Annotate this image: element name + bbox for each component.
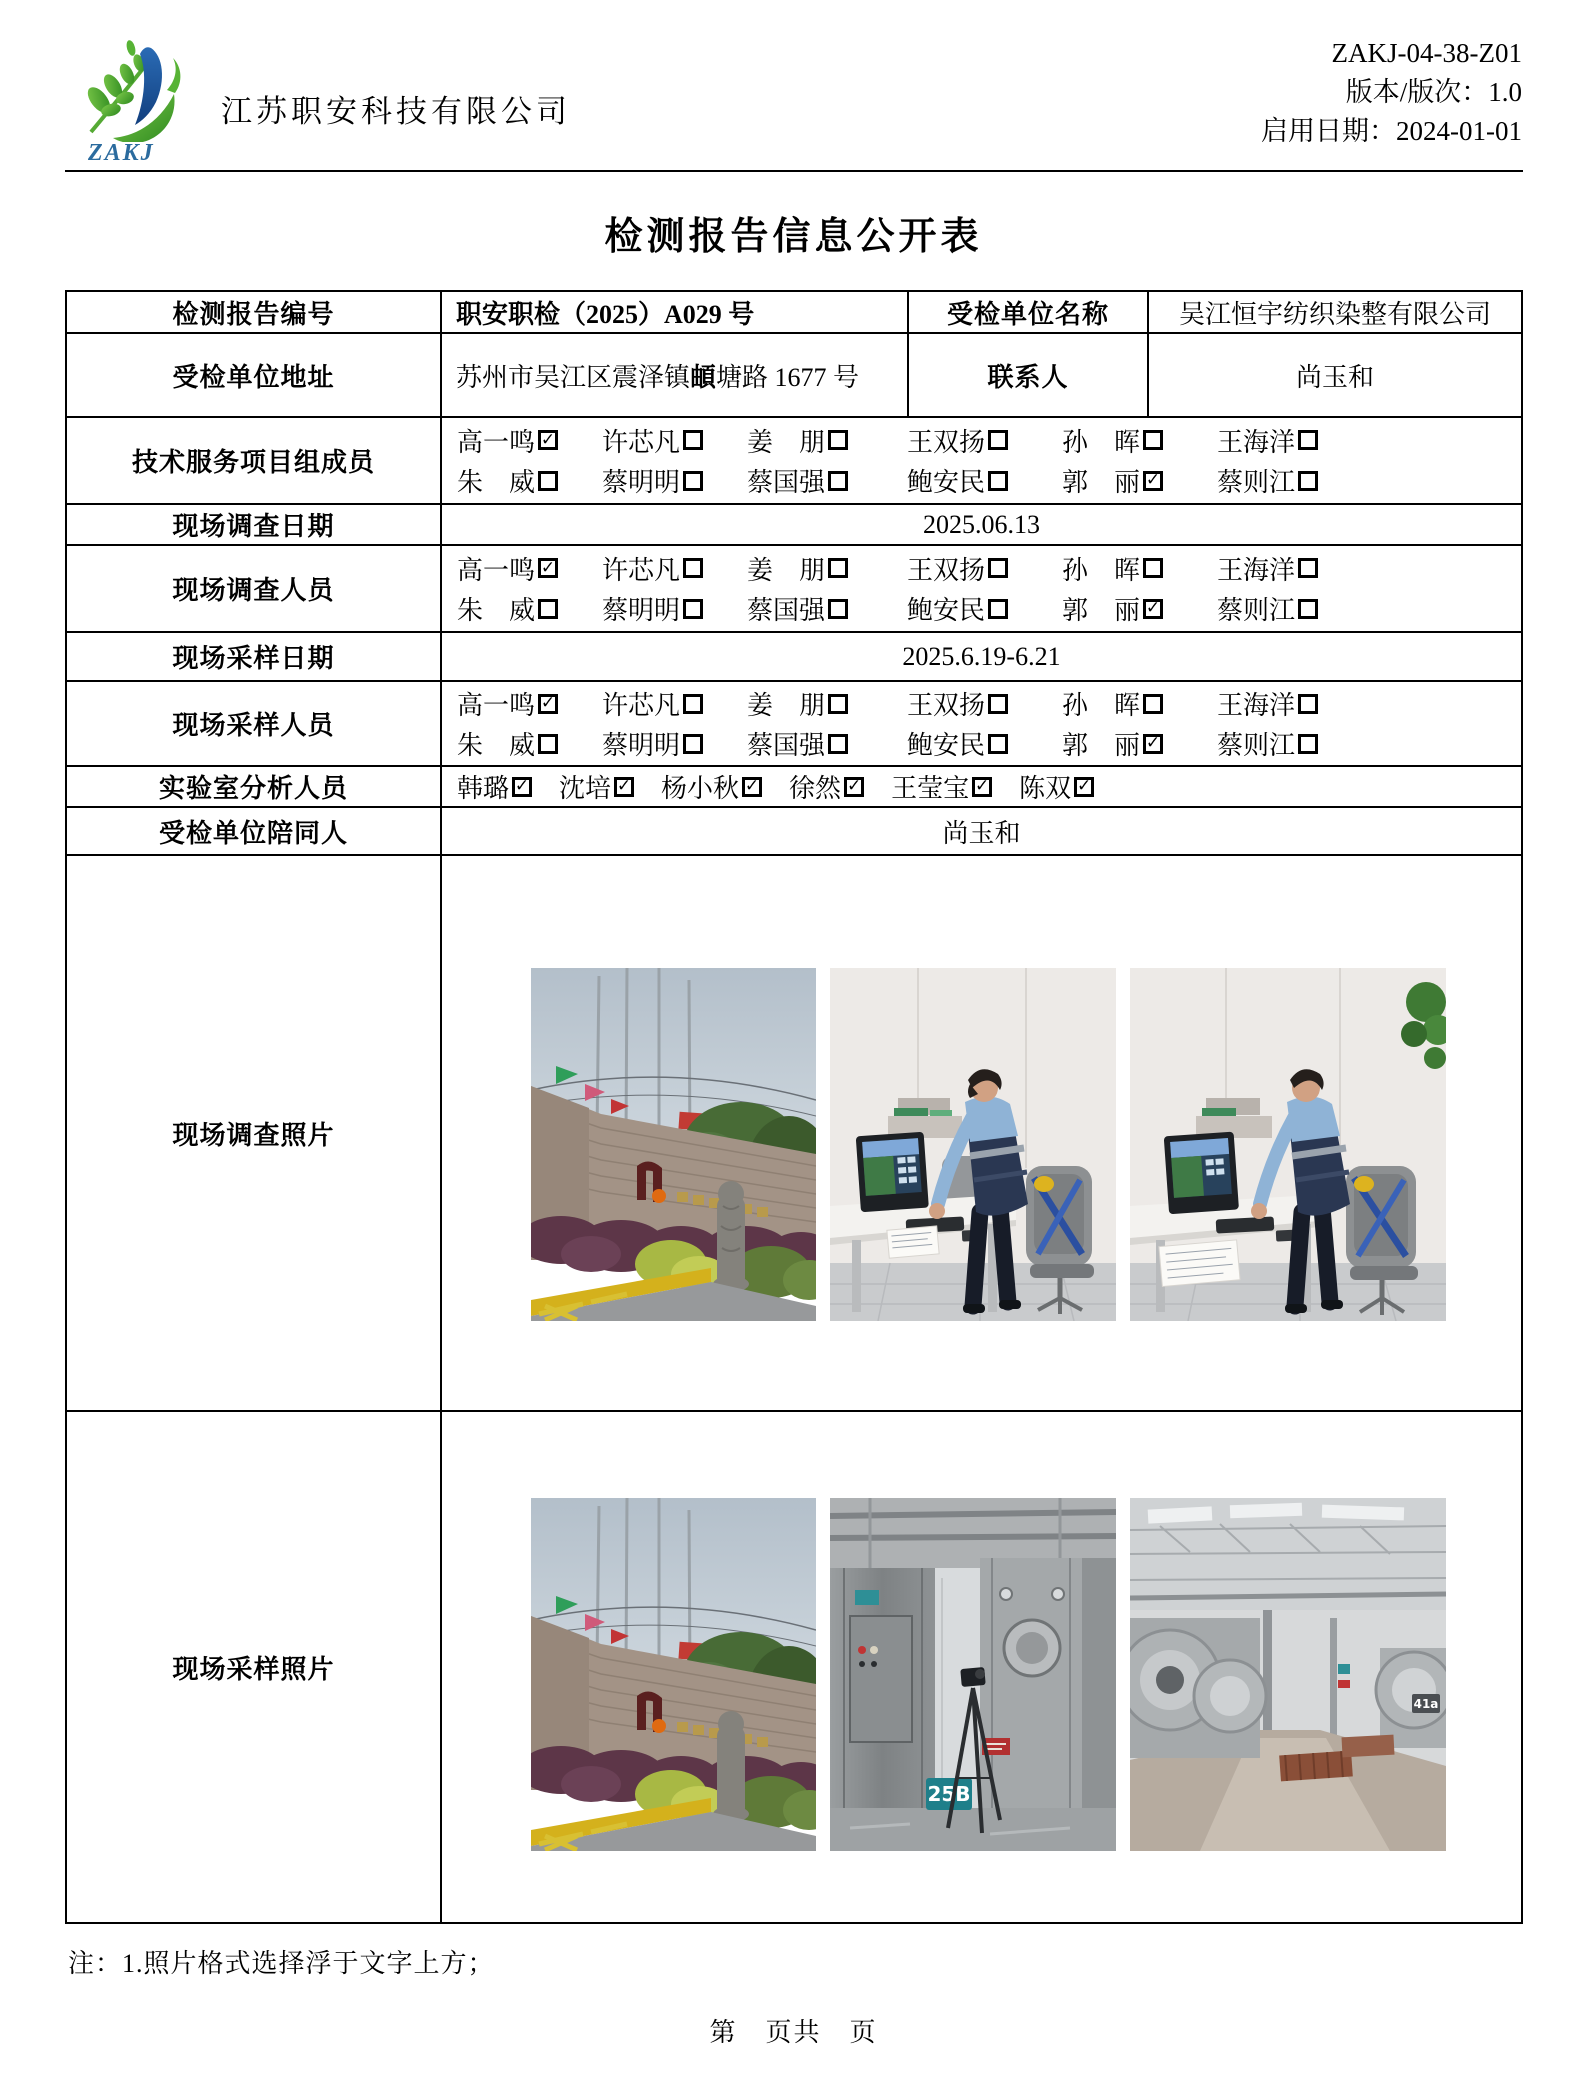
checkbox[interactable] xyxy=(828,558,848,578)
checkbox[interactable]: ✓ xyxy=(1143,599,1163,619)
member: 朱 威 xyxy=(457,590,602,627)
report-no-value: 职安职检（2025）A029 号 xyxy=(442,292,909,332)
table-row-sampling-date xyxy=(67,633,1521,682)
doc-enable-date-line: 启用日期：2024-01-01 xyxy=(1261,116,1522,146)
lab-staff-members xyxy=(442,767,1521,806)
checkbox[interactable] xyxy=(988,471,1008,491)
checkbox[interactable]: ✓ xyxy=(972,777,992,797)
survey-staff-members xyxy=(442,546,1521,631)
sampling-photo-label: 现场采样照片 xyxy=(67,1412,442,1922)
survey-photo-label: 现场调查照片 xyxy=(67,856,442,1410)
company-name: 江苏职安科技有限公司 xyxy=(221,94,571,129)
photo-office-record-check-1 xyxy=(830,968,1116,1321)
table-row-address xyxy=(67,334,1521,418)
table-row-report-no xyxy=(67,292,1521,334)
checkbox[interactable]: ✓ xyxy=(1143,471,1163,491)
company-logo-icon xyxy=(83,36,183,142)
checkbox[interactable] xyxy=(538,599,558,619)
page-title: 检测报告信息公开表 xyxy=(604,216,983,258)
checkbox[interactable]: ✓ xyxy=(1074,777,1094,797)
checkbox[interactable] xyxy=(683,694,703,714)
doc-code: ZAKJ-04-38-Z01 xyxy=(1331,38,1522,68)
checkbox[interactable]: ✓ xyxy=(538,694,558,714)
member: 郭 丽 ✓ xyxy=(1062,590,1217,627)
member: 朱 威 xyxy=(457,462,602,499)
checkbox[interactable]: ✓ xyxy=(1143,734,1163,754)
member: 孙 晖 xyxy=(1062,550,1217,587)
member: 姜 朋 xyxy=(747,685,907,722)
member: 蔡国强 xyxy=(747,590,907,627)
member: 朱 威 xyxy=(457,725,602,762)
workshop-sign-text: 41a xyxy=(1413,1697,1439,1711)
member: 鲍安民 xyxy=(907,725,1062,762)
address-label: 受检单位地址 xyxy=(67,334,442,416)
unit-name-value: 吴江恒宇纺织染整有限公司 xyxy=(1178,299,1491,329)
member: 高一鸣 ✓ xyxy=(457,685,602,722)
sampling-staff-label: 现场采样人员 xyxy=(67,682,442,765)
checkbox[interactable] xyxy=(828,599,848,619)
sampling-staff-members xyxy=(442,682,1521,765)
sampling-date-value: 2025.6.19-6.21 xyxy=(902,641,1061,671)
companion-value: 尚玉和 xyxy=(942,818,1021,848)
member: 许芯凡 xyxy=(602,685,747,722)
unit-name-label: 受检单位名称 xyxy=(909,292,1149,332)
member: 蔡则江 xyxy=(1217,725,1367,762)
survey-staff-line-2 xyxy=(442,590,1521,627)
survey-staff-line-1 xyxy=(442,550,1521,587)
survey-photo-strip xyxy=(442,856,1521,1410)
photo-factory-entrance xyxy=(531,1498,816,1851)
sampling-photo-strip xyxy=(442,1412,1521,1922)
checkbox[interactable]: ✓ xyxy=(512,777,532,797)
member: 蔡明明 xyxy=(602,462,747,499)
member: 蔡国强 xyxy=(747,725,907,762)
member: 孙 晖 xyxy=(1062,685,1217,722)
survey-date-value: 2025.06.13 xyxy=(923,509,1040,539)
checkbox[interactable] xyxy=(988,599,1008,619)
member: 姜 朋 xyxy=(747,422,907,459)
member: 高一鸣 ✓ xyxy=(457,550,602,587)
checkbox[interactable]: ✓ xyxy=(614,777,634,797)
member: 蔡则江 xyxy=(1217,462,1367,499)
checkbox[interactable] xyxy=(683,599,703,619)
machine-plate-text: 25B xyxy=(927,1782,971,1806)
team-line-2 xyxy=(442,462,1521,499)
table-row-team xyxy=(67,418,1521,505)
checkbox[interactable] xyxy=(683,430,703,450)
member: 王海洋 xyxy=(1217,685,1367,722)
member: 高一鸣 ✓ xyxy=(457,422,602,459)
logo-text: ZAKJ xyxy=(88,140,155,166)
checkbox[interactable] xyxy=(1298,430,1318,450)
checkbox[interactable] xyxy=(683,734,703,754)
sampling-staff-line-1 xyxy=(442,685,1521,722)
member: 许芯凡 xyxy=(602,422,747,459)
checkbox[interactable] xyxy=(828,694,848,714)
photo-workshop-aisle xyxy=(1130,1498,1446,1851)
table-row-sampling-photos xyxy=(67,1412,1521,1922)
checkbox[interactable]: ✓ xyxy=(742,777,762,797)
sampling-staff-line-2 xyxy=(442,725,1521,762)
member: 蔡国强 xyxy=(747,462,907,499)
survey-staff-label: 现场调查人员 xyxy=(67,546,442,631)
checkbox[interactable]: ✓ xyxy=(538,558,558,578)
member: 王双扬 xyxy=(907,550,1062,587)
checkbox[interactable] xyxy=(988,430,1008,450)
doc-version-line: 版本/版次：1.0 xyxy=(1345,77,1522,107)
checkbox[interactable] xyxy=(1298,558,1318,578)
member: 许芯凡 xyxy=(602,550,747,587)
checkbox[interactable] xyxy=(1143,558,1163,578)
lab-staff-label: 实验室分析人员 xyxy=(67,767,442,806)
checkbox[interactable] xyxy=(828,734,848,754)
checkbox[interactable] xyxy=(1143,430,1163,450)
member: 徐然 ✓ xyxy=(789,768,864,805)
table-row-lab-staff xyxy=(67,767,1521,808)
member: 杨小秋 ✓ xyxy=(661,768,762,805)
member: 鲍安民 xyxy=(907,462,1062,499)
checkbox[interactable] xyxy=(828,430,848,450)
checkbox[interactable] xyxy=(988,734,1008,754)
checkbox[interactable] xyxy=(1298,599,1318,619)
member: 陈双 ✓ xyxy=(1019,768,1094,805)
team-line-1 xyxy=(442,422,1521,459)
survey-date-label: 现场调查日期 xyxy=(67,505,442,544)
member: 蔡明明 xyxy=(602,590,747,627)
checkbox[interactable]: ✓ xyxy=(844,777,864,797)
team-members xyxy=(442,418,1521,503)
member: 王莹宝 ✓ xyxy=(891,768,992,805)
checkbox[interactable]: ✓ xyxy=(538,430,558,450)
companion-label: 受检单位陪同人 xyxy=(67,808,442,854)
photo-office-record-check-2 xyxy=(1130,968,1446,1321)
checkbox[interactable] xyxy=(1298,734,1318,754)
photo-factory-entrance xyxy=(531,968,816,1321)
table-row-companion xyxy=(67,808,1521,856)
member: 王双扬 xyxy=(907,685,1062,722)
checkbox[interactable] xyxy=(1298,694,1318,714)
member: 郭 丽 ✓ xyxy=(1062,725,1217,762)
document-control-block xyxy=(1261,34,1522,151)
checkbox[interactable] xyxy=(988,694,1008,714)
checkbox[interactable] xyxy=(683,558,703,578)
member: 王双扬 xyxy=(907,422,1062,459)
member: 王海洋 xyxy=(1217,422,1367,459)
checkbox[interactable] xyxy=(1143,694,1163,714)
footnote: 注：1.照片格式选择浮于文字上方； xyxy=(68,1949,495,1978)
checkbox[interactable] xyxy=(538,734,558,754)
contact-label: 联系人 xyxy=(909,334,1149,416)
address-value: 苏州市吴江区震泽镇 頔 塘路 1677 号 xyxy=(442,334,909,416)
member: 孙 晖 xyxy=(1062,422,1217,459)
table-row-sampling-staff xyxy=(67,682,1521,767)
contact-value: 尚玉和 xyxy=(1295,362,1374,392)
checkbox[interactable] xyxy=(683,471,703,491)
member: 蔡则江 xyxy=(1217,590,1367,627)
member: 韩璐 ✓ xyxy=(457,768,532,805)
table-row-survey-photos xyxy=(67,856,1521,1412)
header-divider xyxy=(65,170,1523,172)
member: 郭 丽 ✓ xyxy=(1062,462,1217,499)
photo-dyeing-machine-sampling xyxy=(830,1498,1116,1851)
member: 鲍安民 xyxy=(907,590,1062,627)
member: 沈培 ✓ xyxy=(559,768,634,805)
member: 姜 朋 xyxy=(747,550,907,587)
team-label: 技术服务项目组成员 xyxy=(67,418,442,503)
member: 蔡明明 xyxy=(602,725,747,762)
page-number-line: 第 页共 页 xyxy=(709,2018,878,2047)
report-no-label: 检测报告编号 xyxy=(67,292,442,332)
table-row-survey-staff xyxy=(67,546,1521,633)
info-table xyxy=(65,290,1523,1924)
checkbox[interactable] xyxy=(988,558,1008,578)
checkbox[interactable] xyxy=(538,471,558,491)
table-row-survey-date xyxy=(67,505,1521,546)
checkbox[interactable] xyxy=(1298,471,1318,491)
member: 王海洋 xyxy=(1217,550,1367,587)
sampling-date-label: 现场采样日期 xyxy=(67,633,442,680)
checkbox[interactable] xyxy=(828,471,848,491)
